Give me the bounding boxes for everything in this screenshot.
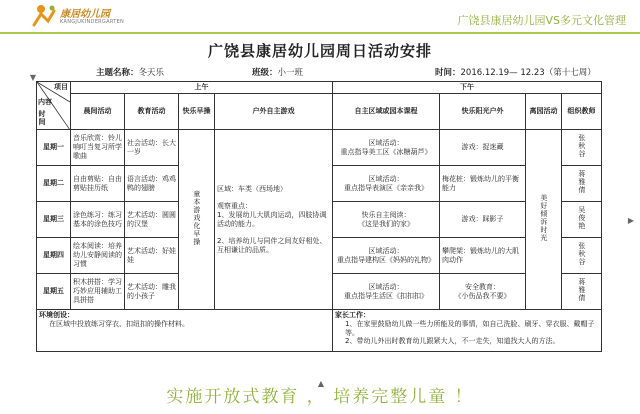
teacher-cell: 蒋雅倩 (562, 166, 602, 202)
region-cell: 快乐自主阅读： 《这是我们的家》 (333, 202, 440, 238)
exercise-merged-cell (179, 130, 215, 310)
education-cell: 艺术活动：圆圆的汉堡 (125, 202, 179, 238)
education-cell: 语言活动：鸡鸡鸭的翅膀 (125, 166, 179, 202)
outdoor-free-merged-cell: 区域：车类（西场地） 观察重点： 1、发展幼儿大肌肉运动，四肢协调活动的能力。 2、培养幼儿与同伴之间友好相处、互相谦让的品质。 (215, 130, 333, 310)
logo-text: 康居幼儿园 (60, 9, 110, 20)
class-value: 小一班 (277, 68, 304, 78)
col-header-region: 自主区域或园本课程 (333, 94, 440, 130)
parents-work-item-2: 2、带幼儿外出时教育幼儿跟紧大人，不一走失，知道找大人的方法。 (345, 337, 560, 346)
page-nav-down-icon[interactable]: ▲ (317, 379, 325, 388)
region-cell: 区域活动： 重点指导生活区《扣扣扣》 (333, 274, 440, 310)
teacher-cell: 张秋谷 (562, 130, 602, 166)
morning-activity-cell: 自由剪贴：自由剪贴挂历纸 (71, 166, 125, 202)
morning-activity-cell: 涂色练习：练习基本的涂色技巧 (71, 202, 125, 238)
theme-label: 主题名称： (96, 68, 139, 78)
morning-header: 上午 (71, 82, 333, 94)
day-cell: 星期三 (37, 202, 71, 238)
exercise-text: 童本游戏化早操 (192, 190, 201, 247)
sunshine-cell: 游戏：踩影子 (440, 202, 526, 238)
morning-activity-cell: 积木拼搭：学习巧妙应用辅助工具拼搭 (71, 274, 125, 310)
morning-activity-cell: 绘本阅读：培养幼儿安静阅读的习惯 (71, 238, 125, 274)
day-cell: 星期一 (37, 130, 71, 166)
theme-field (96, 66, 164, 78)
teacher-cell: 蒋雅倩 (562, 274, 602, 310)
parents-work-title: 家长工作： (335, 311, 370, 319)
region-cell: 区域活动： 重点指导表演区《亲亲我》 (333, 166, 440, 202)
region-cell: 区域活动： 重点指导建构区《妈妈的礼物》 (333, 238, 440, 274)
schedule-table (36, 81, 602, 352)
parents-work-item-1: 1、在家里鼓励幼儿做一些力所能及的事情，如自己洗脸、刷牙、穿衣服、戴帽子等。 (345, 319, 595, 337)
sunshine-cell: 安全教育： 《小伤品我不要》 (440, 274, 526, 310)
environment-title: 环境创设： (39, 311, 74, 319)
collapse-arrow-icon[interactable]: ▼ (29, 73, 37, 82)
morning-activity-cell: 音乐欣赏：铃儿响叮当复习所学歌曲 (71, 130, 125, 166)
region-cell: 区域活动： 重点指导美工区《冰糖葫芦》 (333, 130, 440, 166)
time-field (435, 66, 596, 78)
kindergarten-logo (32, 3, 132, 31)
page-title: 广饶县康居幼儿园周日活动安排 (207, 42, 432, 60)
day-cell: 星期五 (37, 274, 71, 310)
education-cell: 社会活动：长大一岁 (125, 130, 179, 166)
day-cell: 星期四 (37, 238, 71, 274)
col-header-teacher: 组织教师 (562, 94, 602, 130)
col-header-leave: 离园活动 (526, 94, 562, 130)
col-header-education: 教育活动 (125, 94, 179, 130)
table-corner (37, 82, 71, 130)
sunshine-cell: 梅花桩：锻炼幼儿的平衡能力 (440, 166, 526, 202)
day-cell: 星期二 (37, 166, 71, 202)
header-title: 广饶县康居幼儿园VS多元文化管理 (457, 14, 626, 27)
top-banner (0, 0, 640, 34)
logo-subtitle: KANGJUKINDERGARTEN (60, 19, 125, 25)
col-header-outdoor-free: 户外自主游戏 (215, 94, 333, 130)
col-header-exercise: 快乐早操 (179, 94, 215, 130)
class-label: 班级： (252, 68, 278, 78)
afternoon-header: 下午 (333, 82, 602, 94)
col-header-sunshine: 快乐阳光户外 (440, 94, 526, 130)
leave-merged-cell (526, 130, 562, 310)
footer-slogan: 实施开放式教育 ， 培养完整儿童 ！ (166, 387, 474, 407)
corner-time-label: 时间 (38, 110, 46, 126)
corner-item-label: 项目 (54, 83, 68, 91)
education-cell: 艺术活动：雕我的小孩子 (125, 274, 179, 310)
time-label: 时间： (435, 68, 461, 78)
bottom-notes-row (37, 310, 602, 352)
col-header-morning-activity: 晨间活动 (71, 94, 125, 130)
education-cell: 艺术活动：好娃娃 (125, 238, 179, 274)
table-row (37, 130, 602, 166)
time-value: 2016.12.19— 12.23（第十七周） (460, 68, 596, 78)
sunshine-cell: 游戏：捉迷藏 (440, 130, 526, 166)
theme-value: 冬天乐 (138, 68, 165, 78)
child-figure-icon (32, 3, 58, 29)
corner-content-label: 内容 (38, 98, 52, 106)
environment-text: 在区域中投放练习穿衣、扣纽扣的操作材料。 (49, 319, 189, 328)
schedule-document (30, 36, 610, 386)
leave-text: 美好倾诉时光 (539, 194, 548, 243)
parents-work-cell (333, 310, 602, 352)
teacher-cell: 张秋谷 (562, 238, 602, 274)
environment-cell (37, 310, 333, 352)
sunshine-cell: 攀爬架：锻炼幼儿的大肌肉动作 (440, 238, 526, 274)
page-nav-right-icon[interactable]: ▶ (627, 216, 635, 225)
class-field (252, 66, 303, 78)
header-divider (0, 32, 640, 34)
teacher-cell: 吴俊艳 (562, 202, 602, 238)
